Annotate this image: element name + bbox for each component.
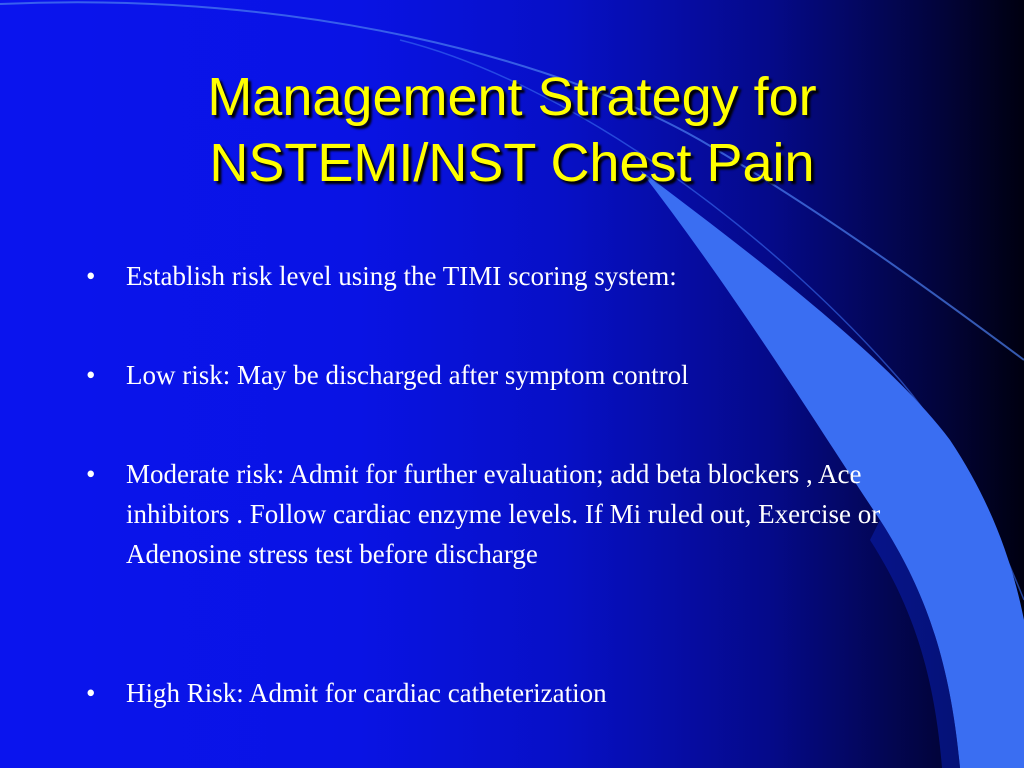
bullet-text: Establish risk level using the TIMI scoring system: bbox=[126, 261, 677, 291]
bullet-text: High Risk: Admit for cardiac catheterization bbox=[126, 678, 607, 708]
bullet-item bbox=[86, 673, 946, 713]
bullet-icon: • bbox=[86, 678, 96, 708]
bullet-item bbox=[86, 454, 946, 574]
bullet-icon: • bbox=[86, 360, 96, 390]
bullet-item bbox=[86, 256, 946, 296]
bullet-icon: • bbox=[86, 459, 96, 489]
bullet-icon: • bbox=[86, 261, 96, 291]
bullet-text: Low risk: May be discharged after symptom control bbox=[126, 360, 689, 390]
title-line-2: NSTEMI/NST Chest Pain bbox=[209, 133, 815, 193]
bullet-item bbox=[86, 355, 946, 395]
slide-title bbox=[0, 64, 1024, 196]
bullet-text: Moderate risk: Admit for further evaluation; add beta blockers , Ace inhibitors . Follow cardiac enzyme levels. If Mi ruled out, Exercise or Adenosine stress test before discharge bbox=[126, 459, 881, 569]
title-line-1: Management Strategy for bbox=[207, 67, 817, 127]
